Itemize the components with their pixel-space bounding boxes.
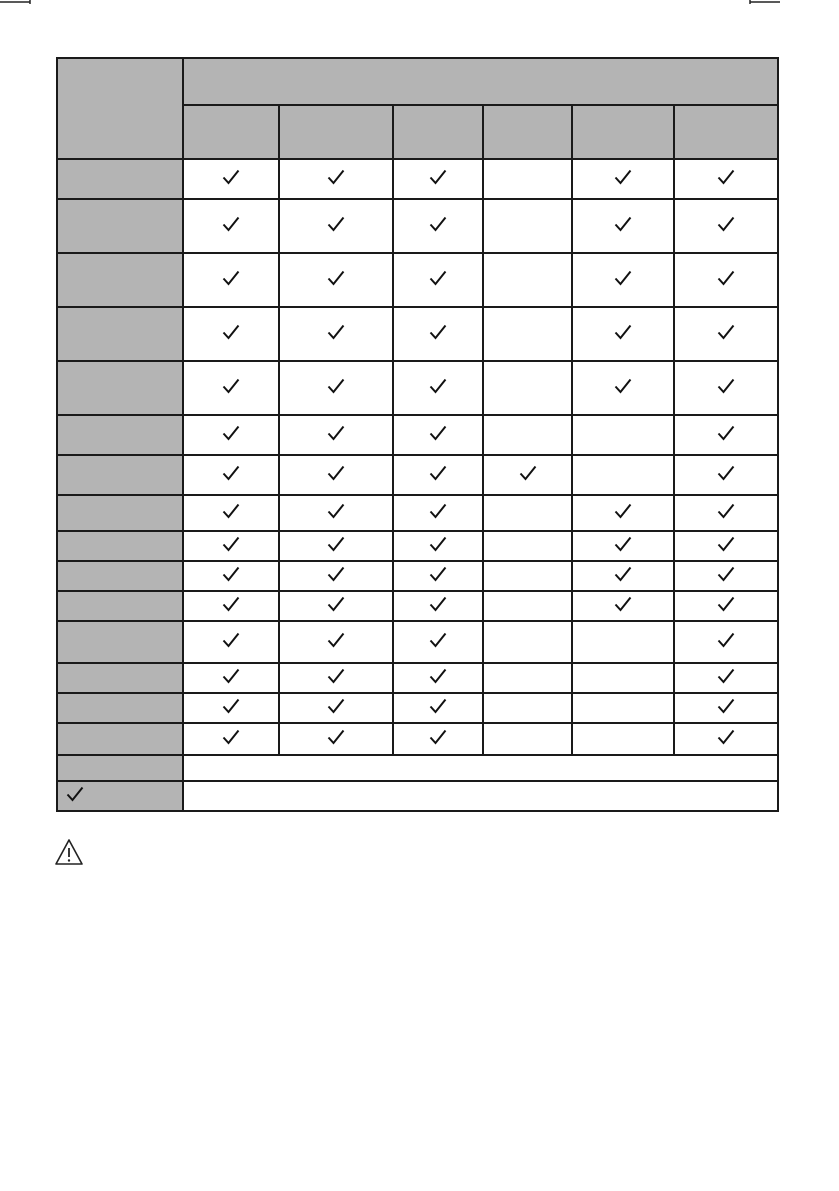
table-cell: [183, 723, 279, 755]
table-cell: [393, 723, 483, 755]
table-cell: [393, 663, 483, 693]
table-row: [57, 159, 778, 199]
table-cell: [674, 621, 778, 663]
check-icon: [614, 324, 632, 340]
check-icon: [222, 324, 240, 340]
check-icon: [717, 632, 735, 648]
table-row: [57, 361, 778, 415]
column-header: [183, 105, 279, 159]
table-cell: [393, 159, 483, 199]
table-cell: [572, 361, 674, 415]
row-header: [57, 561, 183, 591]
column-header: [393, 105, 483, 159]
check-icon: [222, 729, 240, 745]
check-icon: [222, 216, 240, 232]
row-header: [57, 621, 183, 663]
compatibility-table: [56, 57, 779, 812]
check-icon: [429, 536, 447, 552]
table-cell: [483, 693, 572, 723]
check-icon: [66, 786, 84, 802]
table-cell: [572, 663, 674, 693]
check-icon: [222, 425, 240, 441]
table-cell: [483, 495, 572, 531]
table-cell: [393, 561, 483, 591]
check-icon: [222, 169, 240, 185]
table-cell: [674, 561, 778, 591]
table-cell: [483, 621, 572, 663]
check-icon: [429, 169, 447, 185]
check-icon: [327, 503, 345, 519]
table-cell: [572, 591, 674, 621]
table-cell: [393, 531, 483, 561]
legend-check-value: [183, 781, 778, 811]
table-cell: [393, 307, 483, 361]
check-icon: [717, 270, 735, 286]
check-icon: [614, 566, 632, 582]
check-icon: [614, 536, 632, 552]
table-row: [57, 495, 778, 531]
row-header: [57, 307, 183, 361]
check-icon: [327, 536, 345, 552]
column-header: [674, 105, 778, 159]
check-icon: [717, 536, 735, 552]
table-cell: [183, 663, 279, 693]
table-cell: [279, 723, 393, 755]
table-cell: [183, 307, 279, 361]
table-cell: [483, 253, 572, 307]
table-row: [57, 455, 778, 495]
check-icon: [429, 503, 447, 519]
table-cell: [572, 253, 674, 307]
table-cell: [183, 531, 279, 561]
table-cell: [393, 455, 483, 495]
table-cell: [572, 199, 674, 253]
crop-mark-icon: [0, 0, 780, 8]
table-cell: [674, 199, 778, 253]
table-cell: [393, 693, 483, 723]
check-icon: [429, 596, 447, 612]
check-icon: [717, 324, 735, 340]
check-icon: [327, 668, 345, 684]
table-cell: [483, 531, 572, 561]
table-cell: [183, 415, 279, 455]
table-cell: [279, 693, 393, 723]
table-cell: [279, 307, 393, 361]
row-header: [57, 723, 183, 755]
table-cell: [572, 561, 674, 591]
table-cell: [674, 253, 778, 307]
check-icon: [717, 169, 735, 185]
table-cell: [674, 531, 778, 561]
legend-row-value: [183, 755, 778, 781]
table-cell: [183, 591, 279, 621]
table-cell: [572, 307, 674, 361]
row-header: [57, 253, 183, 307]
row-header: [57, 693, 183, 723]
check-icon: [614, 270, 632, 286]
row-header: [57, 455, 183, 495]
table-group-header: [183, 58, 778, 105]
table-cell: [279, 495, 393, 531]
check-icon: [429, 378, 447, 394]
check-icon: [429, 425, 447, 441]
column-header: [572, 105, 674, 159]
table-cell: [279, 415, 393, 455]
check-icon: [614, 378, 632, 394]
check-icon: [717, 729, 735, 745]
table-body: [57, 159, 778, 755]
check-icon: [429, 216, 447, 232]
check-icon: [327, 216, 345, 232]
check-icon: [222, 503, 240, 519]
check-icon: [717, 425, 735, 441]
table-cell: [572, 531, 674, 561]
table-cell: [483, 455, 572, 495]
check-icon: [614, 503, 632, 519]
check-icon: [222, 465, 240, 481]
column-header: [483, 105, 572, 159]
check-icon: [327, 378, 345, 394]
check-icon: [614, 169, 632, 185]
table-cell: [483, 723, 572, 755]
check-icon: [222, 378, 240, 394]
table-cell: [279, 591, 393, 621]
check-icon: [222, 270, 240, 286]
table-cell: [483, 307, 572, 361]
check-icon: [327, 425, 345, 441]
table-cell: [674, 591, 778, 621]
table-cell: [674, 307, 778, 361]
row-header: [57, 361, 183, 415]
check-icon: [327, 169, 345, 185]
table-cell: [279, 663, 393, 693]
table-cell: [393, 253, 483, 307]
table-cell: [674, 455, 778, 495]
table-cell: [393, 361, 483, 415]
legend-check-key: [57, 781, 183, 811]
table-row: [57, 723, 778, 755]
table-cell: [279, 253, 393, 307]
table-cell: [572, 415, 674, 455]
table-row: [57, 693, 778, 723]
row-header: [57, 415, 183, 455]
table-cell: [183, 361, 279, 415]
table-cell: [674, 415, 778, 455]
check-icon: [327, 270, 345, 286]
table-cell: [183, 561, 279, 591]
row-header: [57, 159, 183, 199]
table-cell: [279, 455, 393, 495]
check-icon: [519, 465, 537, 481]
table-cell: [279, 531, 393, 561]
table-cell: [483, 361, 572, 415]
table-cell: [572, 723, 674, 755]
table-cell: [674, 361, 778, 415]
table-cell: [183, 693, 279, 723]
check-icon: [429, 632, 447, 648]
table-cell: [183, 199, 279, 253]
row-header: [57, 591, 183, 621]
check-icon: [327, 596, 345, 612]
table-row: [57, 531, 778, 561]
check-icon: [222, 698, 240, 714]
table-cell: [183, 159, 279, 199]
table-cell: [483, 199, 572, 253]
table-cell: [393, 495, 483, 531]
check-icon: [327, 729, 345, 745]
check-icon: [717, 596, 735, 612]
row-header: [57, 199, 183, 253]
table-corner-header: [57, 58, 183, 159]
check-icon: [429, 465, 447, 481]
check-icon: [222, 668, 240, 684]
table-row: [57, 663, 778, 693]
table-cell: [279, 561, 393, 591]
check-icon: [717, 503, 735, 519]
table-cell: [393, 591, 483, 621]
check-icon: [429, 566, 447, 582]
row-header: [57, 495, 183, 531]
check-icon: [222, 632, 240, 648]
table-row: [57, 415, 778, 455]
check-icon: [717, 698, 735, 714]
table-cell: [674, 495, 778, 531]
table-cell: [183, 621, 279, 663]
check-icon: [429, 324, 447, 340]
table-cell: [279, 621, 393, 663]
check-icon: [327, 465, 345, 481]
table-cell: [572, 455, 674, 495]
check-icon: [717, 216, 735, 232]
row-header: [57, 531, 183, 561]
table-cell: [279, 159, 393, 199]
table-cell: [483, 561, 572, 591]
check-icon: [327, 632, 345, 648]
check-icon: [717, 465, 735, 481]
check-icon: [327, 566, 345, 582]
table-cell: [183, 253, 279, 307]
legend-row-header: [57, 755, 183, 781]
check-icon: [222, 536, 240, 552]
table-cell: [483, 415, 572, 455]
table-row: [57, 621, 778, 663]
table-cell: [572, 159, 674, 199]
check-icon: [327, 324, 345, 340]
table-cell: [393, 415, 483, 455]
table-cell: [572, 495, 674, 531]
check-icon: [429, 270, 447, 286]
check-icon: [222, 566, 240, 582]
table-cell: [183, 455, 279, 495]
table-cell: [393, 621, 483, 663]
table-cell: [279, 361, 393, 415]
table-cell: [674, 663, 778, 693]
table-cell: [572, 693, 674, 723]
check-icon: [717, 566, 735, 582]
table-row: [57, 307, 778, 361]
check-icon: [327, 698, 345, 714]
row-header: [57, 663, 183, 693]
table-row: [57, 253, 778, 307]
table-cell: [279, 199, 393, 253]
check-icon: [614, 216, 632, 232]
table-cell: [674, 693, 778, 723]
table-cell: [393, 199, 483, 253]
check-icon: [429, 729, 447, 745]
table-cell: [483, 591, 572, 621]
check-icon: [429, 698, 447, 714]
table-cell: [674, 159, 778, 199]
check-icon: [222, 596, 240, 612]
check-icon: [717, 668, 735, 684]
table-cell: [674, 723, 778, 755]
table-row: [57, 199, 778, 253]
check-icon: [429, 668, 447, 684]
table-cell: [483, 159, 572, 199]
table-cell: [483, 663, 572, 693]
table-cell: [572, 621, 674, 663]
column-header: [279, 105, 393, 159]
check-icon: [717, 378, 735, 394]
table-row: [57, 561, 778, 591]
warning-triangle-icon: [54, 838, 84, 866]
check-icon: [614, 596, 632, 612]
table-cell: [183, 495, 279, 531]
table-row: [57, 591, 778, 621]
